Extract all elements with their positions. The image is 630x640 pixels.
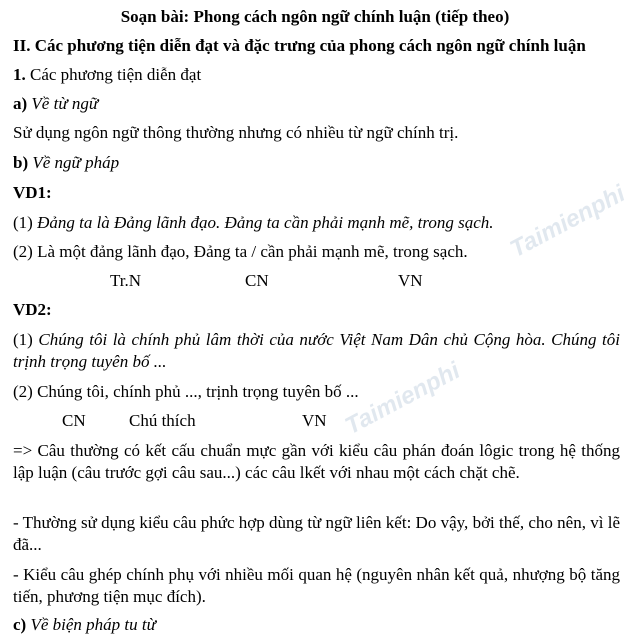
subheading-c-text: Về biện pháp tu từ [26,615,156,634]
subheading-c-label: c) [13,615,27,634]
subheading-b [13,152,620,174]
vd2-line-1-text: Chúng tôi là chính phủ lâm thời của nước Việt Nam Dân chủ Cộng hòa. Chúng tôi trịnh trọng tuyên bố ... [13,330,620,371]
conclusion-paragraph: => Câu thường có kết cấu chuẩn mực gần với kiểu câu phán đoán lôgic trong hệ thống lập luận (câu trước gợi câu sau...) các câu lkết với nhau một cách chặt chẽ. [13,441,620,482]
vd1-line-1-number: (1) [13,213,38,232]
vd2-line-2: (2) Chúng tôi, chính phủ ..., trịnh trọng tuyên bố ... [13,382,359,401]
subheading-a [13,93,620,115]
item-1 [13,64,620,86]
watermark-logo: Taimienphi [340,357,465,441]
vd2-label-cn: CN [62,411,86,430]
subheading-b-text: Về ngữ pháp [28,153,120,172]
vd1-heading: VD1: [13,183,52,202]
vd1-label-cn: CN [245,271,269,290]
vd1-label-vn: VN [398,271,423,290]
subheading-b-label: b) [13,153,29,172]
watermark-logo: Taimienphi [505,180,630,264]
page-title: Soạn bài: Phong cách ngôn ngữ chính luận (tiếp theo) [120,7,510,26]
paragraph-a: Sử dụng ngôn ngữ thông thường nhưng có nhiều từ ngữ chính trị. [13,123,459,142]
vd2-line-1 [13,329,620,373]
vd1-line-1-text: Đảng ta là Đảng lãnh đạo. Đảng ta cần phải mạnh mẽ, trong sạch. [37,213,494,232]
vd2-line-1-number: (1) [13,330,39,349]
section-heading: II. Các phương tiện diễn đạt và đặc trưng của phong cách ngôn ngữ chính luận [13,36,586,55]
item-1-number: 1. [13,65,26,84]
vd2-heading: VD2: [13,300,52,319]
bullet-paragraph-2: - Kiểu câu ghép chính phụ với nhiều mối quan hệ (nguyên nhân kết quả, nhượng bộ tăng tiến, phương tiện mục đích). [13,565,620,606]
vd1-line-1 [13,212,620,234]
vd1-label-trn: Tr.N [110,271,142,290]
item-1-text: Các phương tiện diễn đạt [25,65,202,84]
subheading-a-label: a) [13,94,28,113]
subheading-c [13,614,620,636]
subheading-a-text: Về từ ngữ [27,94,99,113]
vd2-label-vn: VN [302,411,327,430]
vd1-line-2: (2) Là một đảng lãnh đạo, Đảng ta / cần phải mạnh mẽ, trong sạch. [13,242,468,261]
vd2-label-chu-thich: Chú thích [129,411,196,430]
bullet-paragraph-1: - Thường sử dụng kiểu câu phức hợp dùng từ ngữ liên kết: Do vậy, bởi thế, cho nên, vì lẽ đã... [13,513,620,554]
